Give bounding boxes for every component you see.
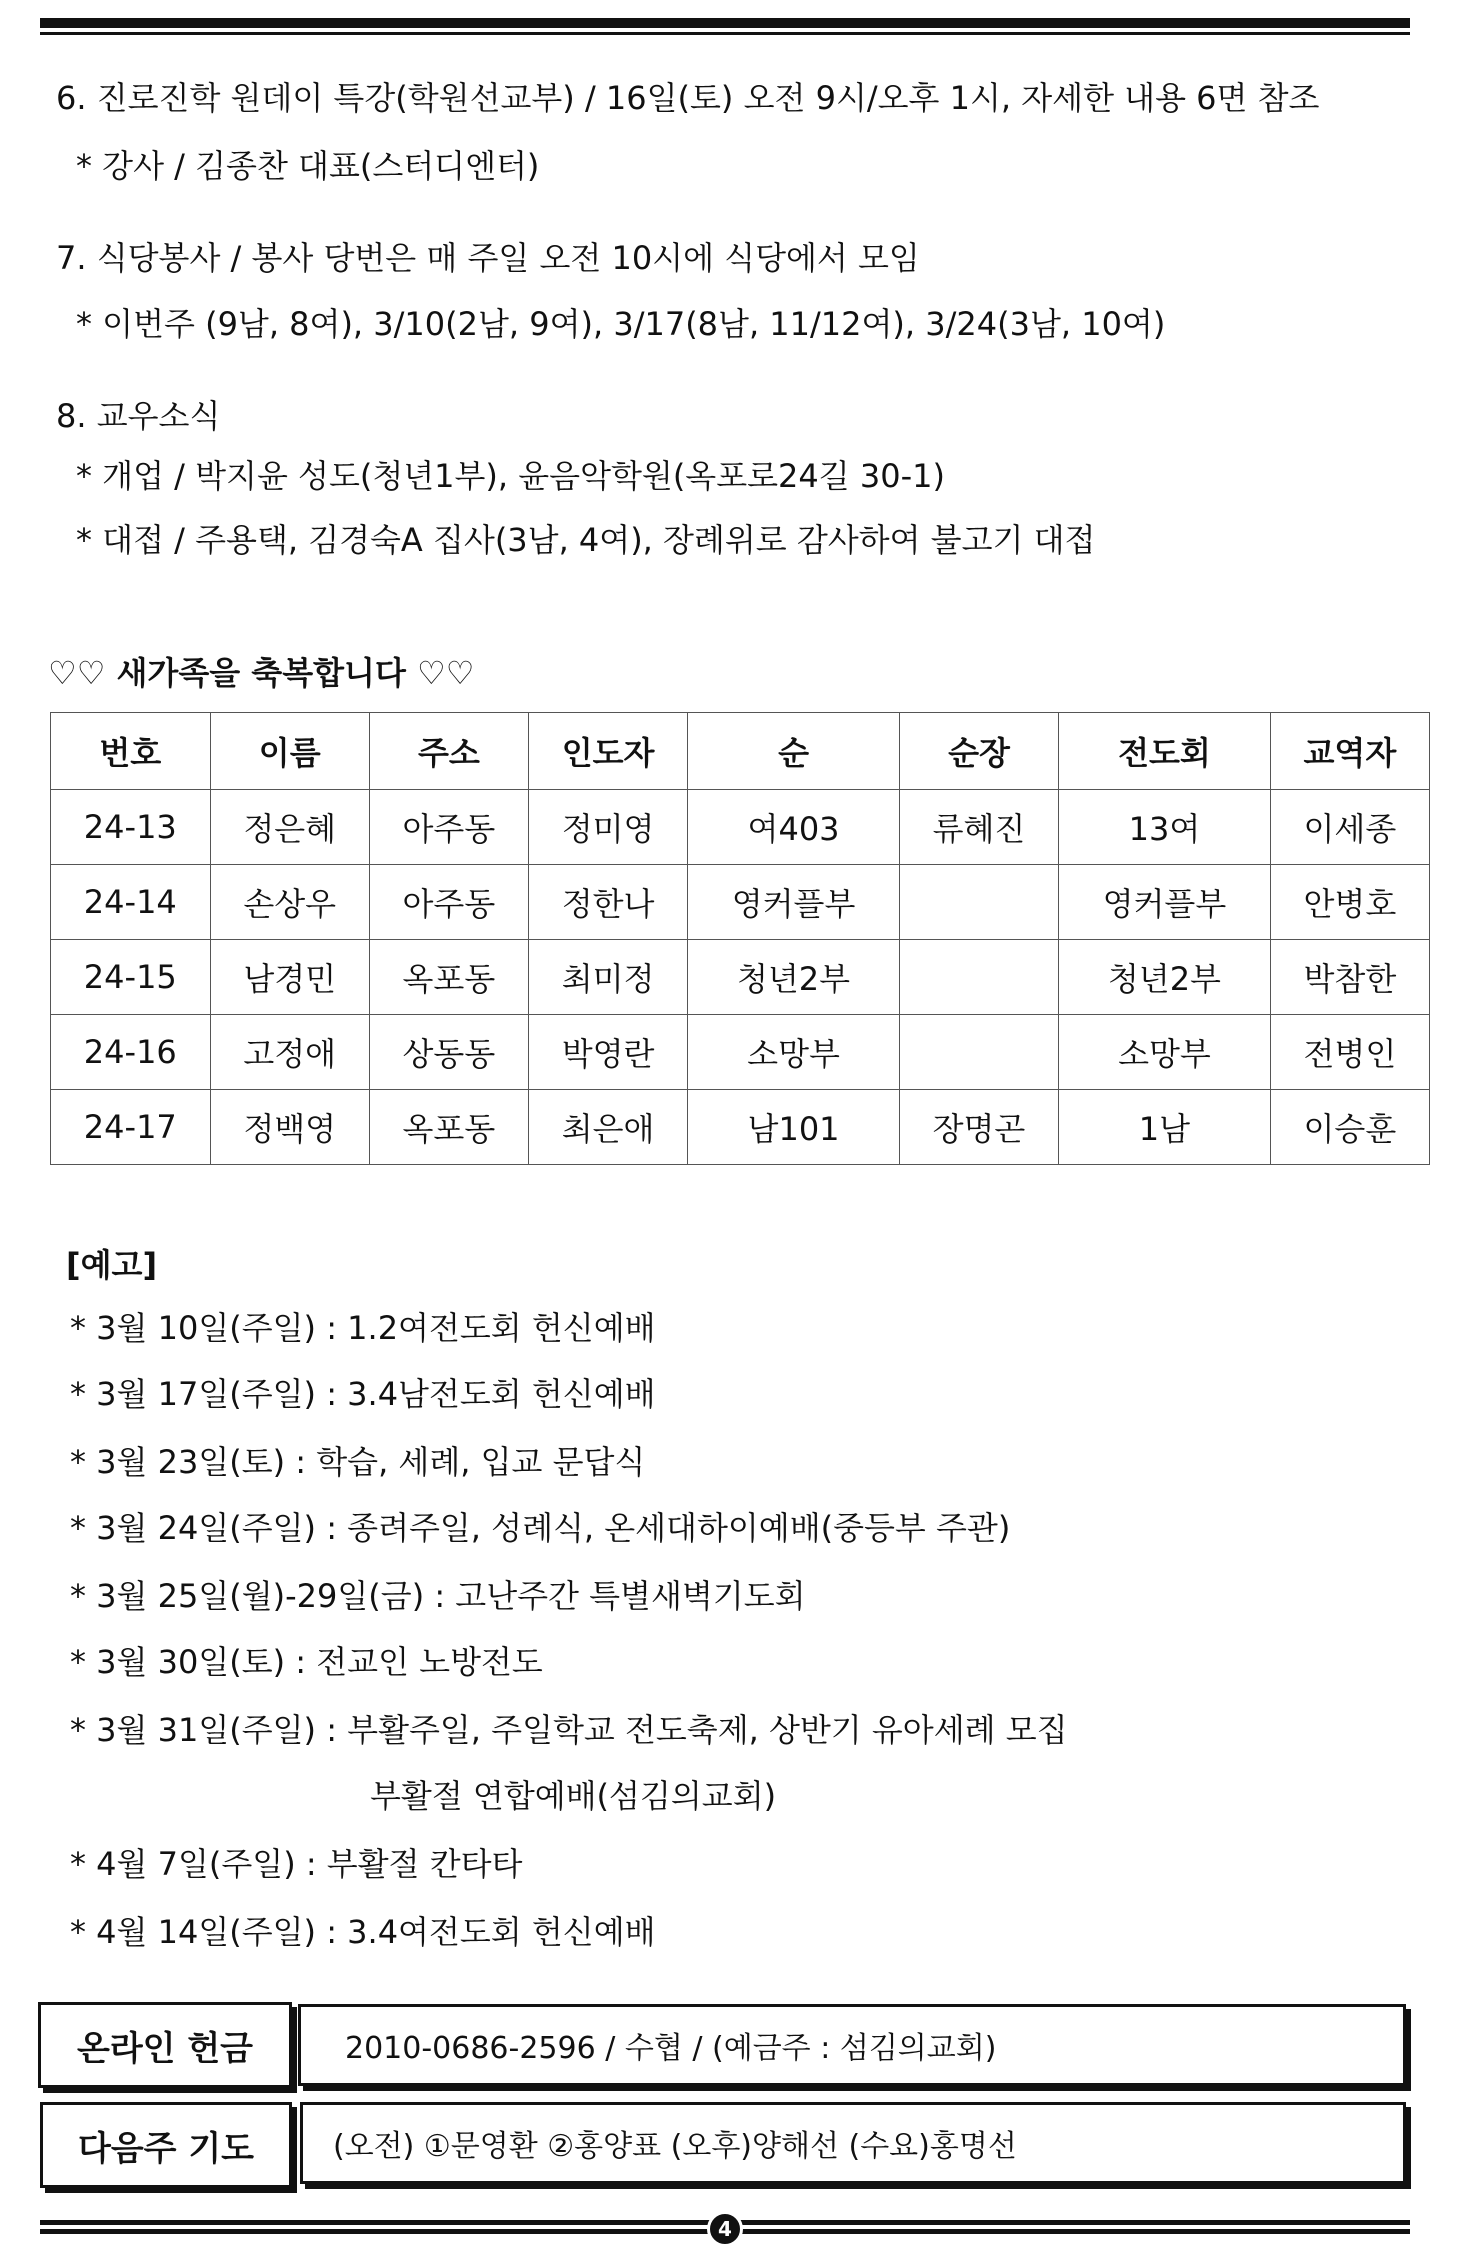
table-cell: 이승훈	[1270, 1090, 1429, 1165]
table-row	[51, 790, 1430, 865]
table-cell: 24-17	[51, 1090, 211, 1165]
notice-item: * 3월 23일(토) : 학습, 세례, 입교 문답식	[70, 1443, 646, 1481]
table-cell	[899, 865, 1058, 940]
notice-item: * 4월 7일(주일) : 부활절 칸타타	[70, 1845, 523, 1883]
table-row	[51, 940, 1430, 1015]
column-header: 번호	[51, 713, 211, 790]
announcement-7-detail: * 이번주 (9남, 8여), 3/10(2남, 9여), 3/17(8남, 11/12여), 3/24(3남, 10여)	[76, 305, 1166, 343]
table-cell: 정미영	[529, 790, 688, 865]
new-family-heading: ♡♡ 새가족을 축복합니다 ♡♡	[48, 654, 475, 692]
next-prayer-label: 다음주 기도	[40, 2102, 292, 2188]
table-cell	[899, 1015, 1058, 1090]
table-cell: 남101	[688, 1090, 900, 1165]
table-header-row	[51, 713, 1430, 790]
table-cell: 소망부	[1059, 1015, 1271, 1090]
table-cell: 전병인	[1270, 1015, 1429, 1090]
table-cell: 24-16	[51, 1015, 211, 1090]
online-offering-label: 온라인 헌금	[38, 2002, 292, 2088]
notice-item-continuation: 부활절 연합예배(섬김의교회)	[370, 1777, 777, 1815]
table-cell: 13여	[1059, 790, 1271, 865]
table-cell: 상동동	[369, 1015, 528, 1090]
table-cell: 소망부	[688, 1015, 900, 1090]
page-number: 4	[707, 2211, 743, 2247]
table-cell: 24-15	[51, 940, 211, 1015]
table-cell: 옥포동	[369, 1090, 528, 1165]
table-cell: 정한나	[529, 865, 688, 940]
notice-item: * 3월 30일(토) : 전교인 노방전도	[70, 1643, 543, 1681]
notice-item: * 4월 14일(주일) : 3.4여전도회 헌신예배	[70, 1913, 656, 1951]
announcement-6-title: 6. 진로진학 원데이 특강(학원선교부) / 16일(토) 오전 9시/오후 1시, 자세한 내용 6면 참조	[56, 79, 1320, 117]
column-header: 이름	[210, 713, 369, 790]
online-offering-account: 2010-0686-2596 / 수협 / (예금주 : 섬김의교회)	[298, 2004, 1406, 2086]
column-header: 순장	[899, 713, 1058, 790]
table-row	[51, 865, 1430, 940]
announcement-8-detail: * 개업 / 박지윤 성도(청년1부), 윤음악학원(옥포로24길 30-1)	[76, 457, 945, 495]
table-row	[51, 1015, 1430, 1090]
notices-title: [예고]	[66, 1246, 158, 1284]
announcement-8-title: 8. 교우소식	[56, 397, 221, 435]
notice-item: * 3월 17일(주일) : 3.4남전도회 헌신예배	[70, 1375, 656, 1413]
table-cell: 최은애	[529, 1090, 688, 1165]
table-cell: 고정애	[210, 1015, 369, 1090]
notice-item: * 3월 10일(주일) : 1.2여전도회 헌신예배	[70, 1309, 656, 1347]
next-prayer-names: (오전) ①문영환 ②홍양표 (오후)양해선 (수요)홍명선	[300, 2102, 1406, 2184]
column-header: 교역자	[1270, 713, 1429, 790]
table-cell: 영커플부	[688, 865, 900, 940]
table-cell: 이세종	[1270, 790, 1429, 865]
table-cell: 최미정	[529, 940, 688, 1015]
column-header: 주소	[369, 713, 528, 790]
top-rule	[40, 18, 1410, 35]
table-cell: 남경민	[210, 940, 369, 1015]
table-cell: 청년2부	[688, 940, 900, 1015]
announcement-8-detail: * 대접 / 주용택, 김경숙A 집사(3남, 4여), 장례위로 감사하여 불고기 대접	[76, 521, 1096, 559]
table-cell: 영커플부	[1059, 865, 1271, 940]
table-cell	[899, 940, 1058, 1015]
table-cell: 청년2부	[1059, 940, 1271, 1015]
announcement-6-detail: * 강사 / 김종찬 대표(스터디엔터)	[76, 147, 540, 185]
table-row	[51, 1090, 1430, 1165]
table-cell: 안병호	[1270, 865, 1429, 940]
table-cell: 류혜진	[899, 790, 1058, 865]
table-cell: 아주동	[369, 865, 528, 940]
table-cell: 박영란	[529, 1015, 688, 1090]
table-cell: 아주동	[369, 790, 528, 865]
column-header: 인도자	[529, 713, 688, 790]
announcement-7-title: 7. 식당봉사 / 봉사 당번은 매 주일 오전 10시에 식당에서 모임	[56, 239, 920, 277]
table-cell: 옥포동	[369, 940, 528, 1015]
table-cell: 박참한	[1270, 940, 1429, 1015]
table-cell: 정백영	[210, 1090, 369, 1165]
table-cell: 24-13	[51, 790, 211, 865]
notice-item: * 3월 31일(주일) : 부활주일, 주일학교 전도축제, 상반기 유아세례 모집	[70, 1711, 1068, 1749]
table-cell: 손상우	[210, 865, 369, 940]
notice-item: * 3월 25일(월)-29일(금) : 고난주간 특별새벽기도회	[70, 1577, 806, 1615]
notice-item: * 3월 24일(주일) : 종려주일, 성례식, 온세대하이예배(중등부 주관)	[70, 1509, 1011, 1547]
table-cell: 1남	[1059, 1090, 1271, 1165]
column-header: 전도회	[1059, 713, 1271, 790]
table-cell: 24-14	[51, 865, 211, 940]
new-family-table	[50, 712, 1430, 1165]
table-cell: 여403	[688, 790, 900, 865]
table-cell: 정은혜	[210, 790, 369, 865]
table-cell: 장명곤	[899, 1090, 1058, 1165]
column-header: 순	[688, 713, 900, 790]
